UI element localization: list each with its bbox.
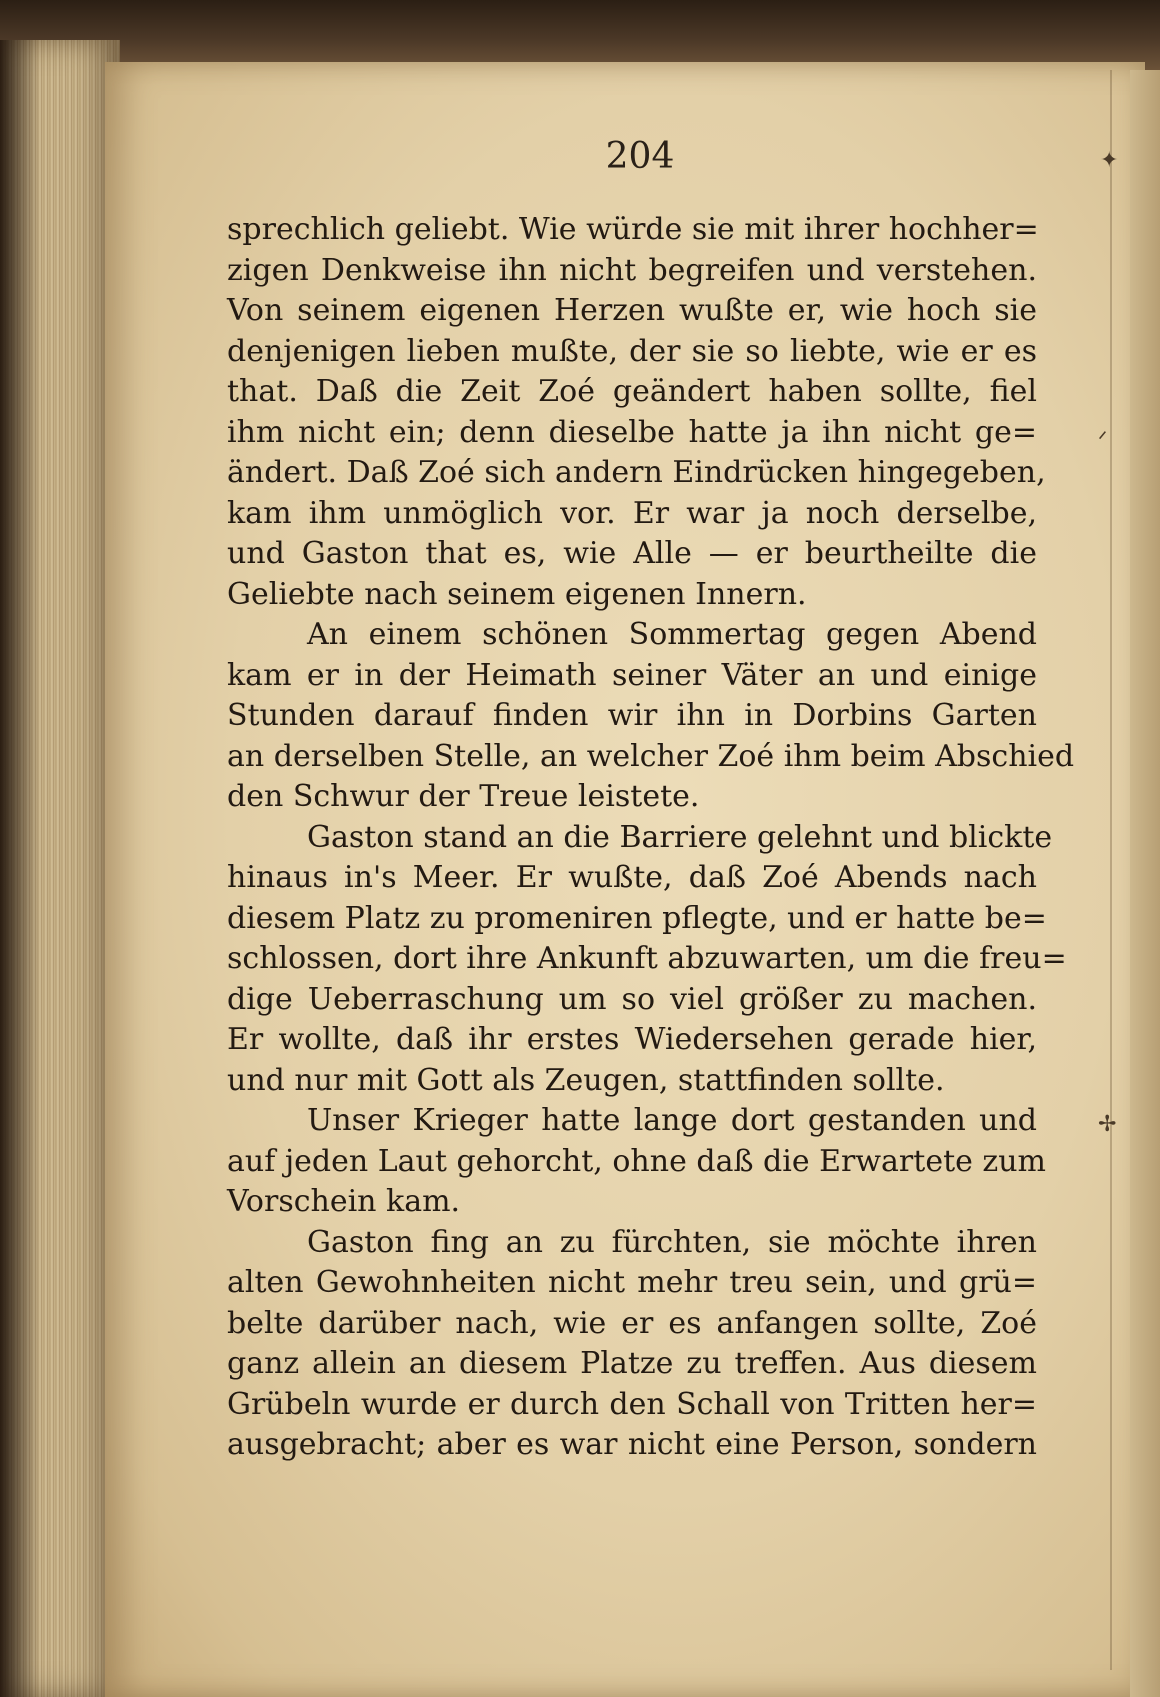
margin-mark-icon: ᐟ — [1098, 428, 1108, 453]
text-line: An einem schönen Sommertag gegen Abend — [307, 617, 1037, 652]
text-line: belte darüber nach, wie er es anfangen sollte, Zoé — [227, 1305, 1037, 1341]
text-line: sprechlich geliebt. Wie würde sie mit ihrer hochher= — [227, 212, 1039, 247]
binding-shadow — [0, 40, 40, 1697]
text-line: ihm nicht ein; denn dieselbe hatte ja ihn nicht ge= — [227, 414, 1037, 450]
text-line: auf jeden Laut gehorcht, ohne daß die Erwartete zum — [227, 1143, 1046, 1179]
text-line: that. Daß die Zeit Zoé geändert haben sollte, fiel — [227, 374, 1037, 409]
text-line: Unser Krieger hatte lange dort gestanden und — [307, 1103, 1037, 1138]
text-line: an derselben Stelle, an welcher Zoé ihm beim Abschied — [227, 738, 1075, 774]
margin-mark-icon: ✢ — [1098, 1112, 1117, 1137]
text-line: Er wollte, daß ihr erstes Wiedersehen gerade hier, — [227, 1022, 1037, 1057]
text-line: Geliebte nach seinem eigenen Innern. — [227, 576, 807, 612]
page-crease — [1110, 70, 1112, 1670]
text-line: ausgebracht; aber es war nicht eine Person, sondern — [227, 1427, 1037, 1462]
text-line: zigen Denkweise ihn nicht begreifen und verstehen. — [227, 252, 1037, 288]
text-line: Vorschein kam. — [227, 1184, 461, 1219]
text-line: kam er in der Heimath seiner Väter an und einige — [227, 657, 1037, 693]
text-line: schlossen, dort ihre Ankunft abzuwarten, um die freu= — [227, 941, 1067, 976]
text-line: diesem Platz zu promeniren pflegte, und er hatte be= — [227, 900, 1047, 936]
text-line: kam ihm unmöglich vor. Er war ja noch derselbe, — [227, 495, 1037, 531]
text-line: Gaston fing an zu fürchten, sie möchte ihren — [307, 1224, 1037, 1260]
text-line: Von seinem eigenen Herzen wußte er, wie hoch sie — [227, 293, 1037, 328]
text-line: dige Ueberraschung um so viel größer zu machen. — [227, 981, 1037, 1017]
text-line: ganz allein an diesem Platze zu treffen. Aus diesem — [227, 1346, 1037, 1381]
text-line: hinaus in's Meer. Er wußte, daß Zoé Abends nach — [227, 860, 1037, 895]
text-line: Grübeln wurde er durch den Schall von Tritten her= — [227, 1386, 1037, 1422]
text-line: alten Gewohnheiten nicht mehr treu sein, und grü= — [227, 1265, 1037, 1300]
page-right-edge — [1130, 70, 1160, 1697]
text-line: und Gaston that es, wie Alle — er beurtheilte die — [227, 536, 1037, 571]
text-line: und nur mit Gott als Zeugen, stattfinden sollte. — [227, 1062, 945, 1098]
margin-mark-icon: ✦ — [1100, 148, 1119, 173]
text-line: denjenigen lieben mußte, der sie so liebte, wie er es — [227, 333, 1037, 369]
text-line: ändert. Daß Zoé sich andern Eindrücken hingegeben, — [227, 455, 1046, 490]
text-line: Stunden darauf finden wir ihn in Dorbins Garten — [227, 698, 1037, 733]
text-line: den Schwur der Treue leistete. — [227, 779, 700, 814]
body-text — [227, 210, 1075, 1466]
page-number: 204 — [605, 136, 675, 177]
book-cover-edge — [0, 0, 1160, 70]
text-line: Gaston stand an die Barriere gelehnt und blickte — [307, 819, 1053, 855]
